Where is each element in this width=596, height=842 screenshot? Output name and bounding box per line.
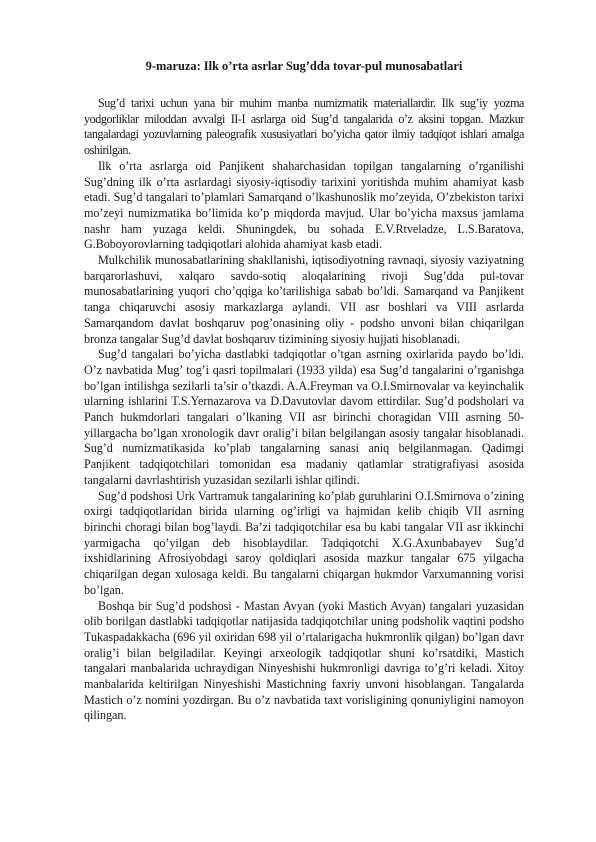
lecture-body [84,96,524,724]
lecture-title: 9-maruza: Ilk o’rta asrlar Sug’dda tovar-pul munosabatlari [145,59,463,73]
paragraph-early-research: Sug’d tangalari bo’yicha dastlabki tadqiqotlar o’tgan asrning oxirlarida paydo bo’ldi. O’z navbatida Mug’ tog’i qasri topilmalari (1933 yilda) esa Sug’d tangalarini o’rganishga bo’lgan intilishga sezilarli ta’sir o’tkazdi. A.A.Freyman va O.I.Smirnovalar va keyinchalik ularning ishlarini T.S.Yernazarova va D.Davutovlar davom ettirdilar. Sug’d podsholari va Panch hukmdorlari tangalari o’lkaning VII asr birinchi choragidan VIII asrning 50-yillargacha bo’lgan xronologik davr oralig’i bilan belgilangan asosiy tangalar hisoblanadi. Sug’d numizmatikasida ko’plab tangalarning sanasi aniq belgilanmagan. Qadimgi Panjikent tadqiqotchilari tomonidan esa madaniy qatlamlar stratigrafiyasi asosida tangalarni davrlashtirish yuzasidan sezilarli ishlar qilindi. [84,347,524,487]
paragraph-mastich-avyan-coins: Boshqa bir Sug’d podshosi - Mastan Avyan (yoki Mastich Avyan) tangalari yuzasidan olib borilgan dastlabki tadqiqotlar natijasida tadqiqotchilar uning podsholik vaqtini podsho Tukaspadakkacha (696 yil oxiridan 698 yil o’rtalarigacha hukmronlik qilgan) bo’lgan davr oralig’i bilan belgiladilar. Keyingi arxeologik tadqiqotlar shuni ko’rsatdiki, Mastich tangalari manbalarida uchraydigan Ninyeshishi hukmronligi davriga to’g’ri keladi. Xitoy manbalarida keltirilgan Ninyeshishi Mastichning faxriy unvoni hisoblangan. Tangalarda Mastich o’z nomini yozdirgan. Bu o’z navbatida taxt vorisligining qonuniyligini namoyon qilingan. [84,598,524,723]
paragraph-panjikent-coins: Ilk o’rta asrlarga oid Panjikent shaharchasidan topilgan tangalarning o’rganilishi Sug’dning ilk o’rta asrlardagi siyosiy-iqtisodiy tarixini yoritishda muhim ahamiyat kasb etadi. Sug’d tangalari to’plamlari Samarqand o’lkashunoslik mo’zeyida, O’zbekiston tarixi mo’zeyi numizmatika bo’limida ko’p miqdorda mavjud. Ular bo’yicha maxsus jamlama nashr ham yuzaga keldi. Shuningdek, bu sohada E.V.Rtveladze, L.S.Baratova, G.Boboyorovlarning tadqiqotlari alohida ahamiyat kasb etadi. [84,158,524,252]
paragraph-numismatic-sources: Sug’d tarixi uchun yana bir muhim manba numizmatik materiallardir. Ilk sug’iy yozma yodgorliklar miloddan avvalgi II-I asrlarga oid Sug’d tangalarida o’z aksini topgan. Mazkur tangalardagi yozuvlarning paleografik xususiyatlari bo’yicha qator ilmiy tadqiqot ishlari amalga oshirilgan. [84,96,524,158]
paragraph-commodity-money-relations: Mulkchilik munosabatlarining shakllanishi, iqtisodiyotning ravnaqi, siyosiy vaziyatning barqarorlashuvi, xalqaro savdo-sotiq aloqalarining rivoji Sug’dda pul-tovar munosabatlarining yuqori cho’qqiga ko’tarilishiga sabab bo’ldi. Samarqand va Panjikent tanga chiqaruvchi asosiy markazlarga aylandi. VII asr boshlari va VIII asrlarda Samarqandom davlat boshqaruv pog’onasining oliy - podsho unvoni bilan chiqarilgan bronza tangalar Sug’d davlat boshqaruv tizimining siyosiy hujjati hisoblanadi. [84,253,524,346]
paragraph-urk-vartramuk-coins: Sug’d podshosi Urk Vartramuk tangalarining ko’plab guruhlarini O.I.Smirnova o’zining oxirgi tadqiqotlaridan birida ularning og’irligi va hajmidan kelib chiqib VII asrning birinchi choragi bilan bog’laydi. Ba’zi tadqiqotchilar esa bu kabi tangalar VII asr ikkinchi yarmigacha qo’yilgan deb hisoblaydilar. Tadqiqotchi X.G.Axunbabayev Sug’d ixshidlarining Afrosiyobdagi saroy qoldiqlari asosida mazkur tangalar 675 yilgacha chiqarilgan degan xulosaga keldi. Bu tangalarni chiqargan hukmdor Varxumanning vorisi bo’lgan. [84,488,524,597]
